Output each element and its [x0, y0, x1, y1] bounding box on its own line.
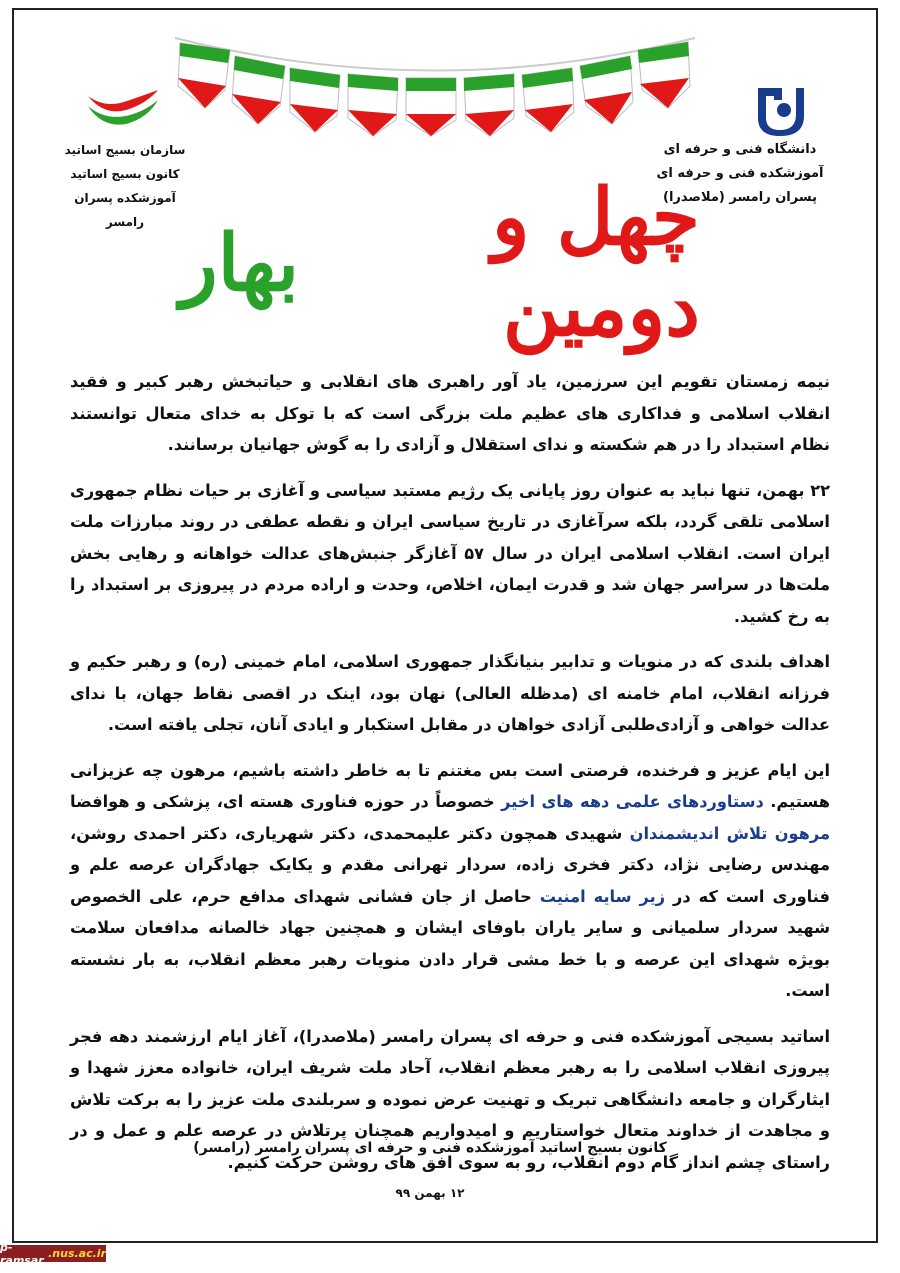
highlight-scholars-effort: مرهون تلاش اندیشمندان — [629, 823, 830, 843]
org-left-line3: آموزشکده پسران رامسر — [74, 191, 176, 229]
footer-url-b: .nus.ac.ir — [48, 1247, 106, 1260]
paragraph-3: اهداف بلندی که در منویات و تدابیر بنیانگذار جمهوری اسلامی، امام خمینی (ره) و رهبر حکیم و فرزانه انقلاب، امام خامنه ای (مدظله العالی) نهان بود، اینک در اقصی نقاط جهان، با ندای عدالت خواهی و آزادی‌طلبی آزادی خواهان در مقابل استکبار و ایادی آنان، تجلی یافته است. — [70, 652, 830, 734]
paragraph-4-c: شهیدی همچون دکتر علیمحمدی، دکتر شهریاری، دکتر احمدی روشن، مهندس رضایی نژاد، دکتر فخری زاده، سردار تهرانی مقدم و یکایک جهادگران عرصه علم و فناوری است که در — [70, 823, 830, 906]
paragraph-4-b: خصوصاً در حوزه فناوری هسته ای، پزشکی و هوافضا — [70, 792, 495, 811]
highlight-scientific-achievements: دستاوردهای علمی دهه های اخیر — [501, 792, 764, 811]
title-red: چهل و دومین — [491, 172, 700, 354]
footer-url-a: p-ramsar — [0, 1240, 44, 1267]
flag-7 — [522, 68, 574, 132]
flag-1 — [178, 43, 230, 108]
paragraph-4-a: این ایام عزیز و فرخنده، فرصتی است بس مغتنم تا به خاطر داشته باشیم، مرهون چه عزیزانی هستیم. — [70, 760, 831, 811]
paragraph-5: اساتید بسیجی آموزشکده فنی و حرفه ای پسران رامسر (ملاصدرا)، آغاز ایام ارزشمند دهه فجر پیروزی انقلاب اسلامی را به رهبر معظم انقلاب، آحاد ملت شریف ایران، خانواده معزز شهدا و ایثارگران و جامعه دانشگاهی تبریک و تهنیت عرض نموده و سربلندی ملت عزیز را به برکت تلاش و مجاهدت از خداوند متعال خواستاریم و امیدواریم همچنان پرتلاش در عرصه علم و عمل و در راستای چشم انداز گام دوم انقلاب، رو به سوی افق های روشن حرکت کنیم. — [70, 1026, 830, 1172]
paragraph-4 — [70, 755, 830, 1007]
university-logo-icon — [752, 78, 808, 138]
page-title — [180, 172, 700, 354]
title-green: بهار — [180, 217, 300, 309]
statement-body — [70, 366, 830, 1192]
date: ۱۲ بهمن ۹۹ — [395, 1186, 465, 1200]
footer-url-link[interactable] — [0, 1240, 106, 1267]
signature: کانون بسیج اساتید آموزشکده فنی و حرفه ای پسران رامسر (رامسر) — [193, 1140, 667, 1156]
org-left-text — [55, 138, 195, 234]
flag-6 — [464, 74, 514, 136]
flag-8 — [580, 56, 633, 124]
flag-2 — [232, 56, 285, 124]
paragraph-2: ۲۲ بهمن، تنها نباید به عنوان روز پایانی یک رژیم مستبد سیاسی و آغازی بر حیات نظام جمهوری اسلامی تلقی گردد، بلکه سرآغازی در تاریخ سیاسی ایران و نقطه عطفی در روند مبارزات ملت ایران است. انقلاب اسلامی ایران در سال ۵۷ آغازگر جنبش‌های عدالت خواهانه و رهایی بخش ملت‌ها در سراسر جهان شد و قدرت ایمان، اخلاص، وحدت و اراده مردم در پیروزی بر استبداد را به رخ کشید. — [70, 480, 830, 626]
highlight-security-shade: زیر سایه امنیت — [539, 886, 666, 906]
basij-logo-icon — [84, 88, 162, 126]
paragraph-4-d: حاصل از جان فشانی شهدای مدافع حرم، علی الخصوص شهید سردار سلمیانی و سایر یاران باوفای ایشان و همچنین جهاد خالصانه مدافعان سلامت بویژه شهدای این عرصه و با خط مشی قرار دادن منویات رهبر معظم انقلاب، به بار نشسته است. — [70, 886, 830, 1000]
paragraph-1: نیمه زمستان تقویم این سرزمین، یاد آور راهبری های انقلابی و حیاتبخش رهبر کبیر و فقید انقلاب اسلامی و فداکاری های عظیم ملت بزرگی است که با توکل به خدای متعال توانستند نظام استبداد را در هم شکسته و ندای استقلال و آزادی را به گوش جهانیان برسانند. — [70, 372, 830, 454]
org-right-line3: پسران رامسر (ملاصدرا) — [663, 190, 817, 205]
org-left-line1: سازمان بسیج اساتید — [64, 143, 186, 157]
org-right-line2: آموزشکده فنی و حرفه ای — [656, 166, 824, 181]
org-left-line2: کانون بسیج اساتید — [70, 167, 180, 181]
flag-3 — [290, 68, 340, 132]
flag-5 — [406, 78, 456, 136]
flag-4 — [348, 74, 398, 136]
flag-bunting — [170, 28, 700, 138]
flag-9 — [638, 42, 690, 108]
org-right-line1: دانشگاه فنی و حرفه ای — [663, 142, 817, 157]
